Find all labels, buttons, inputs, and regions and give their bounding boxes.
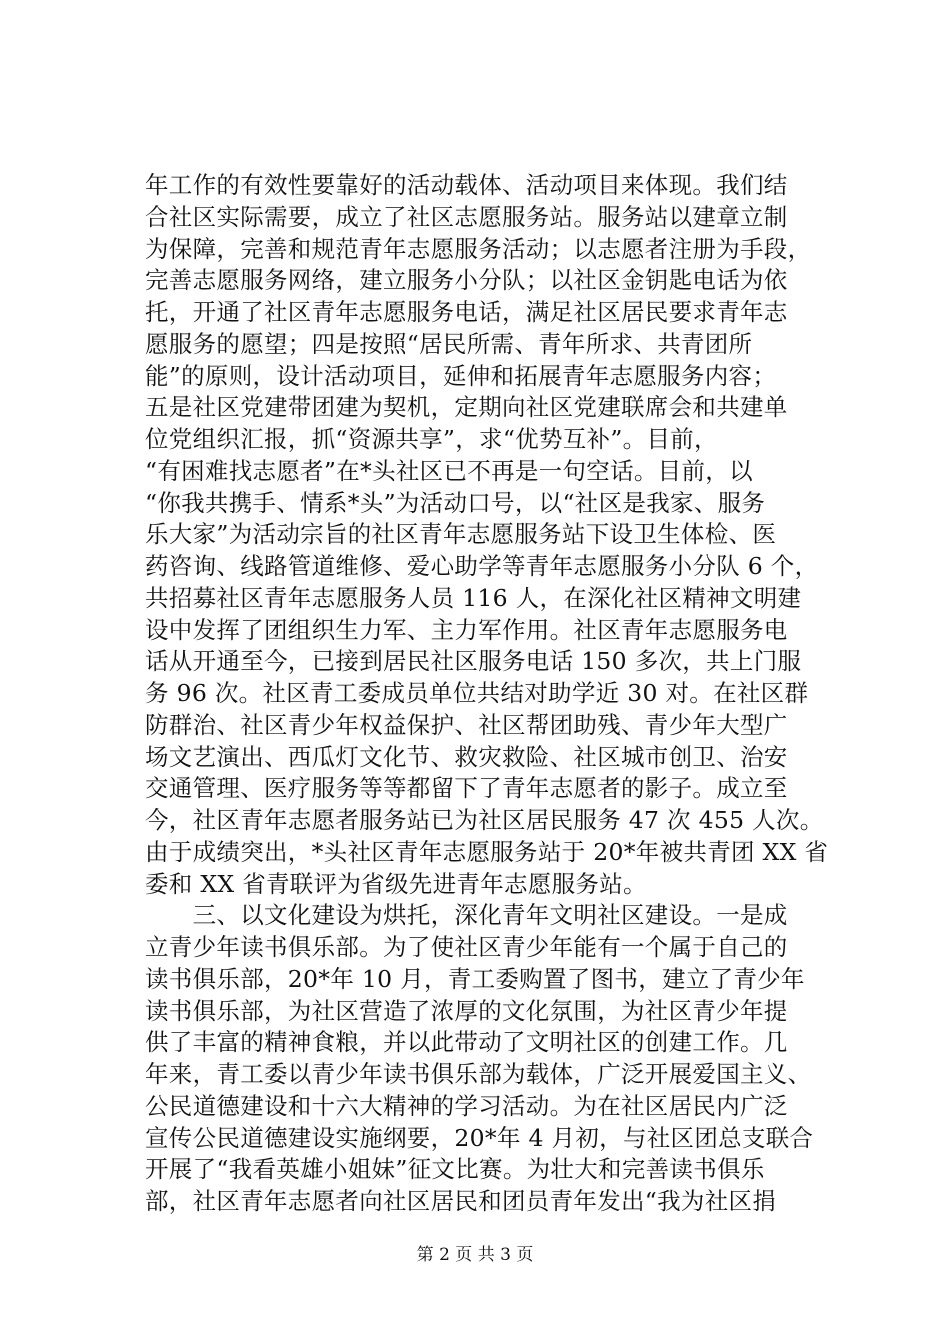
- text-line: 完善志愿服务网络，建立服务小分队；以社区金钥匙电话为依: [145, 266, 788, 295]
- text-line: 由于成绩突出，*头社区青年志愿服务站于 20*年被共青团 XX 省: [145, 837, 829, 866]
- text-line: 合社区实际需要，成立了社区志愿服务站。服务站以建章立制: [145, 202, 788, 231]
- text-line: 委和 XX 省青联评为省级先进青年志愿服务站。: [145, 869, 647, 898]
- text-line: 务 96 次。社区青工委成员单位共结对助学近 30 对。在社区群: [145, 679, 809, 707]
- text-line: 公民道德建设和十六大精神的学习活动。为在社区居民内广泛: [145, 1091, 788, 1120]
- text-line: “你我共携手、情系*头”为活动口号，以“社区是我家、服务: [145, 488, 766, 517]
- text-line: 乐大家”为活动宗旨的社区青年志愿服务站下设卫生体检、医: [145, 520, 777, 549]
- text-line: 部，社区青年志愿者向社区居民和团员青年发出“我为社区捐: [145, 1187, 777, 1215]
- text-line: 话从开通至今，已接到居民社区服务电话 150 多次，共上门服: [145, 647, 802, 676]
- text-line: 五是社区党建带团建为契机，定期向社区党建联席会和共建单: [145, 393, 788, 422]
- text-line: 共招募社区青年志愿服务人员 116 人，在深化社区精神文明建: [145, 583, 802, 612]
- text-line: 药咨询、线路管道维修、爱心助学等青年志愿服务小分队 6 个，: [145, 552, 819, 580]
- text-line: 为保障，完善和规范青年志愿服务活动；以志愿者注册为手段，: [145, 234, 812, 263]
- text-line: 交通管理、医疗服务等等都留下了青年志愿者的影子。成立至: [145, 774, 788, 803]
- document-body: [145, 170, 829, 1218]
- text-line: 今，社区青年志愿者服务站已为社区居民服务 47 次 455 人次。: [145, 806, 824, 834]
- page-footer: [0, 1244, 950, 1266]
- text-line: 宣传公民道德建设实施纲要，20*年 4 月初，与社区团总支联合: [145, 1123, 814, 1152]
- text-line: 场文艺演出、西瓜灯文化节、救灾救险、社区城市创卫、治安: [145, 742, 788, 771]
- text-line: 供了丰富的精神食粮，并以此带动了文明社区的创建工作。几: [145, 1028, 788, 1057]
- text-line: 愿服务的愿望；四是按照“居民所需、青年所求、共青团所: [145, 329, 753, 358]
- text-line: 三、以文化建设为烘托，深化青年文明社区建设。一是成: [145, 901, 788, 930]
- text-line: 位党组织汇报，抓“资源共享”，求“优势互补”。目前，: [145, 425, 718, 453]
- text-line: 读书俱乐部，20*年 10 月，青工委购置了图书，建立了青少年: [145, 964, 805, 993]
- text-line: 年来，青工委以青少年读书俱乐部为载体，广泛开展爱国主义、: [145, 1060, 812, 1088]
- text-line: 托，开通了社区青年志愿服务电话，满足社区居民要求青年志: [145, 298, 788, 326]
- text-line: 设中发挥了团组织生力军、主力军作用。社区青年志愿服务电: [145, 615, 788, 644]
- text-line: 防群治、社区青少年权益保护、社区帮团助残、青少年大型广: [145, 710, 788, 739]
- text-line: “有困难找志愿者”在*头社区已不再是一句空话。目前，以: [145, 456, 753, 485]
- text-line: 读书俱乐部，为社区营造了浓厚的文化氛围，为社区青少年提: [145, 996, 788, 1025]
- page-number-label: 第 2 页 共 3 页: [416, 1245, 534, 1265]
- text-line: 能”的原则，设计活动项目，延伸和拓展青年志愿服务内容；: [145, 361, 777, 390]
- text-line: 年工作的有效性要靠好的活动载体、活动项目来体现。我们结: [145, 171, 788, 199]
- text-line: 开展了“我看英雄小姐妹”征文比赛。为壮大和完善读书俱乐: [145, 1155, 765, 1184]
- text-line: 立青少年读书俱乐部。为了使社区青少年能有一个属于自己的: [145, 933, 788, 961]
